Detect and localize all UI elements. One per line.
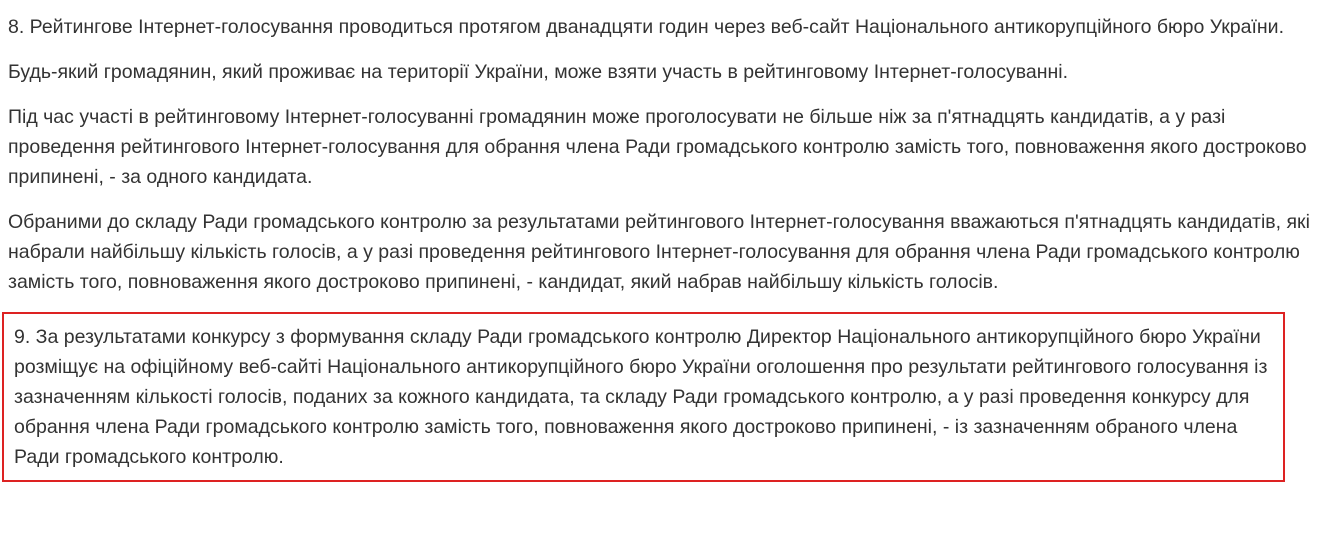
paragraph-election-results: Обраними до складу Ради громадського контролю за результатами рейтингового Інтернет-голосування вважаються п'ятнадцять кандидатів, які набрали найбільшу кількість голосів, а у разі проведення рейтингового Інтернет-голосування для обрання члена Ради громадського контролю замість того, повноваження якого достроково припинені, - кандидат, який набрав найбільшу кількість голосів. bbox=[8, 211, 1310, 293]
paragraph-item-9-highlighted: 9. За результатами конкурсу з формування складу Ради громадського контролю Директор Національного антикорупційного бюро України розміщує на офіційному веб-сайті Національного антикорупційного бюро України оголошення про результати рейтингового голосування із зазначенням кількості голосів, поданих за кожного кандидата, та складу Ради громадського контролю, а у разі проведення конкурсу для обрання члена Ради громадського контролю замість того, повноваження якого достроково припинені, - із зазначенням обраного члена Ради громадського контролю. bbox=[2, 312, 1285, 482]
paragraph-voting-limits: Під час участі в рейтинговому Інтернет-голосуванні громадянин може проголосувати не більше ніж за п'ятнадцять кандидатів, а у разі проведення рейтингового Інтернет-голосування для обрання члена Ради громадського контролю замість того, повноваження якого достроково припинені, - за одного кандидата. bbox=[8, 106, 1307, 188]
paragraph-item-8-voting-duration: 8. Рейтингове Інтернет-голосування проводиться протягом дванадцяти годин через веб-сайт Національного антикорупційного бюро України. bbox=[8, 16, 1284, 38]
paragraph-citizen-eligibility: Будь-який громадянин, який проживає на території України, може взяти участь в рейтинговому Інтернет-голосуванні. bbox=[8, 61, 1068, 83]
